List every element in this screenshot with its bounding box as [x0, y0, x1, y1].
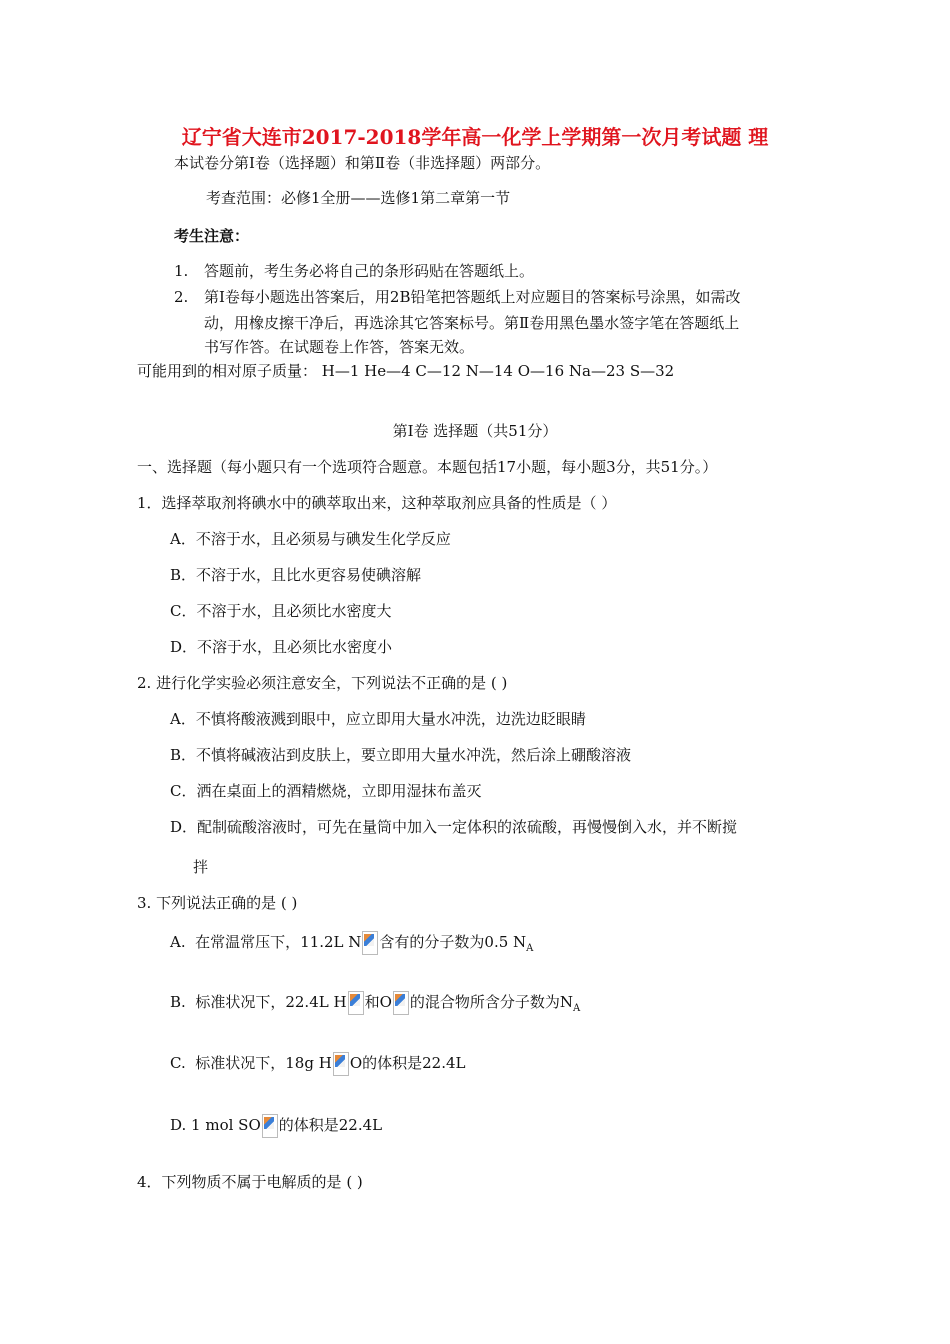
question-2-option-a: A．不慎将酸液溅到眼中，应立即用大量水冲洗，边洗边眨眼睛: [170, 710, 586, 728]
question-2-option-d: D．配制硫酸溶液时，可先在量筒中加入一定体积的浓硫酸，再慢慢倒入水，并不断搅: [170, 818, 738, 836]
subscript: A: [573, 1003, 581, 1014]
notice-number: 2.: [174, 288, 189, 306]
atomic-masses: 可能用到的相对原子质量： H—1 He—4 C—12 N—14 O—16 Na—23 S—32: [137, 362, 675, 380]
option-text: 含有的分子数为0.5 N: [379, 933, 527, 951]
formula-image-icon: [393, 991, 409, 1015]
question-1-option-b: B．不溶于水，且比水更容易使碘溶解: [170, 566, 422, 584]
notice-line: 书写作答。在试题卷上作答，答案无效。: [204, 338, 475, 356]
option-text: 的混合物所含分子数为N: [409, 993, 574, 1011]
option-text: 在常温常压下，11.2L N: [195, 933, 362, 951]
option-text: 标准状况下，18g H: [195, 1054, 332, 1072]
scope-text: 考查范围：必修1全册——选修1第二章第一节: [206, 189, 511, 207]
question-2-option-b: B．不慎将碱液沾到皮肤上，要立即用大量水冲洗，然后涂上硼酸溶液: [170, 746, 632, 764]
option-label: C.: [170, 1054, 186, 1072]
part-one-heading: 一、选择题（每小题只有一个选项符合题意。本题包括17小题，每小题3分，共51分。）: [137, 458, 718, 476]
question-3-option-c: [170, 1052, 465, 1076]
intro-text: 本试卷分第Ⅰ卷（选择题）和第Ⅱ卷（非选择题）两部分。: [174, 154, 551, 172]
question-2-stem: 2. 进行化学实验必须注意安全，下列说法不正确的是 ( ): [137, 674, 508, 692]
option-label: B.: [170, 993, 186, 1011]
option-label: A.: [170, 933, 186, 951]
formula-image-icon: [348, 991, 364, 1015]
formula-image-icon: [262, 1114, 278, 1138]
option-text: 和O: [364, 993, 392, 1011]
question-3-option-a: [170, 931, 533, 959]
formula-image-icon: [333, 1052, 349, 1076]
option-text: 的体积是22.4L: [278, 1116, 383, 1134]
question-1-stem: 1．选择萃取剂将碘水中的碘萃取出来，这种萃取剂应具备的性质是（ ）: [137, 494, 617, 512]
option-text: 标准状况下，22.4L H: [195, 993, 347, 1011]
notice-number: 1.: [174, 262, 189, 280]
question-2-option-c: C．洒在桌面上的酒精燃烧，立即用湿抹布盖灭: [170, 782, 482, 800]
formula-image-icon: [362, 931, 378, 955]
document-title: 辽宁省大连市2017-2018学年高一化学上学期第一次月考试题 理: [181, 125, 769, 149]
question-3-option-d: [170, 1114, 382, 1138]
question-1-option-d: D．不溶于水，且必须比水密度小: [170, 638, 393, 656]
notice-item-2: [174, 287, 741, 307]
notice-line: 动，用橡皮擦干净后，再选涂其它答案标号。第Ⅱ卷用黑色墨水签字笔在答题纸上: [204, 314, 740, 332]
notice-item-1: [174, 261, 534, 281]
question-2-option-d-continuation: 拌: [193, 858, 209, 876]
notice-line: 答题前，考生务必将自己的条形码贴在答题纸上。: [204, 262, 535, 280]
subscript: A: [526, 943, 534, 954]
question-4-stem: 4．下列物质不属于电解质的是 ( ): [137, 1173, 363, 1191]
notice-line: 第Ⅰ卷每小题选出答案后，用2B铅笔把答题纸上对应题目的答案标号涂黑，如需改: [204, 288, 741, 306]
question-3-stem: 3. 下列说法正确的是 ( ): [137, 894, 298, 912]
option-text: O的体积是22.4L: [349, 1054, 466, 1072]
notice-heading: 考生注意：: [174, 227, 250, 245]
question-1-option-a: A．不溶于水，且必须易与碘发生化学反应: [170, 530, 451, 548]
question-3-option-b: [170, 991, 580, 1019]
option-text: 1 mol SO: [191, 1116, 261, 1134]
question-1-option-c: C．不溶于水，且必须比水密度大: [170, 602, 392, 620]
option-label: D.: [170, 1116, 187, 1134]
section-title: 第Ⅰ卷 选择题（共51分）: [392, 422, 558, 440]
